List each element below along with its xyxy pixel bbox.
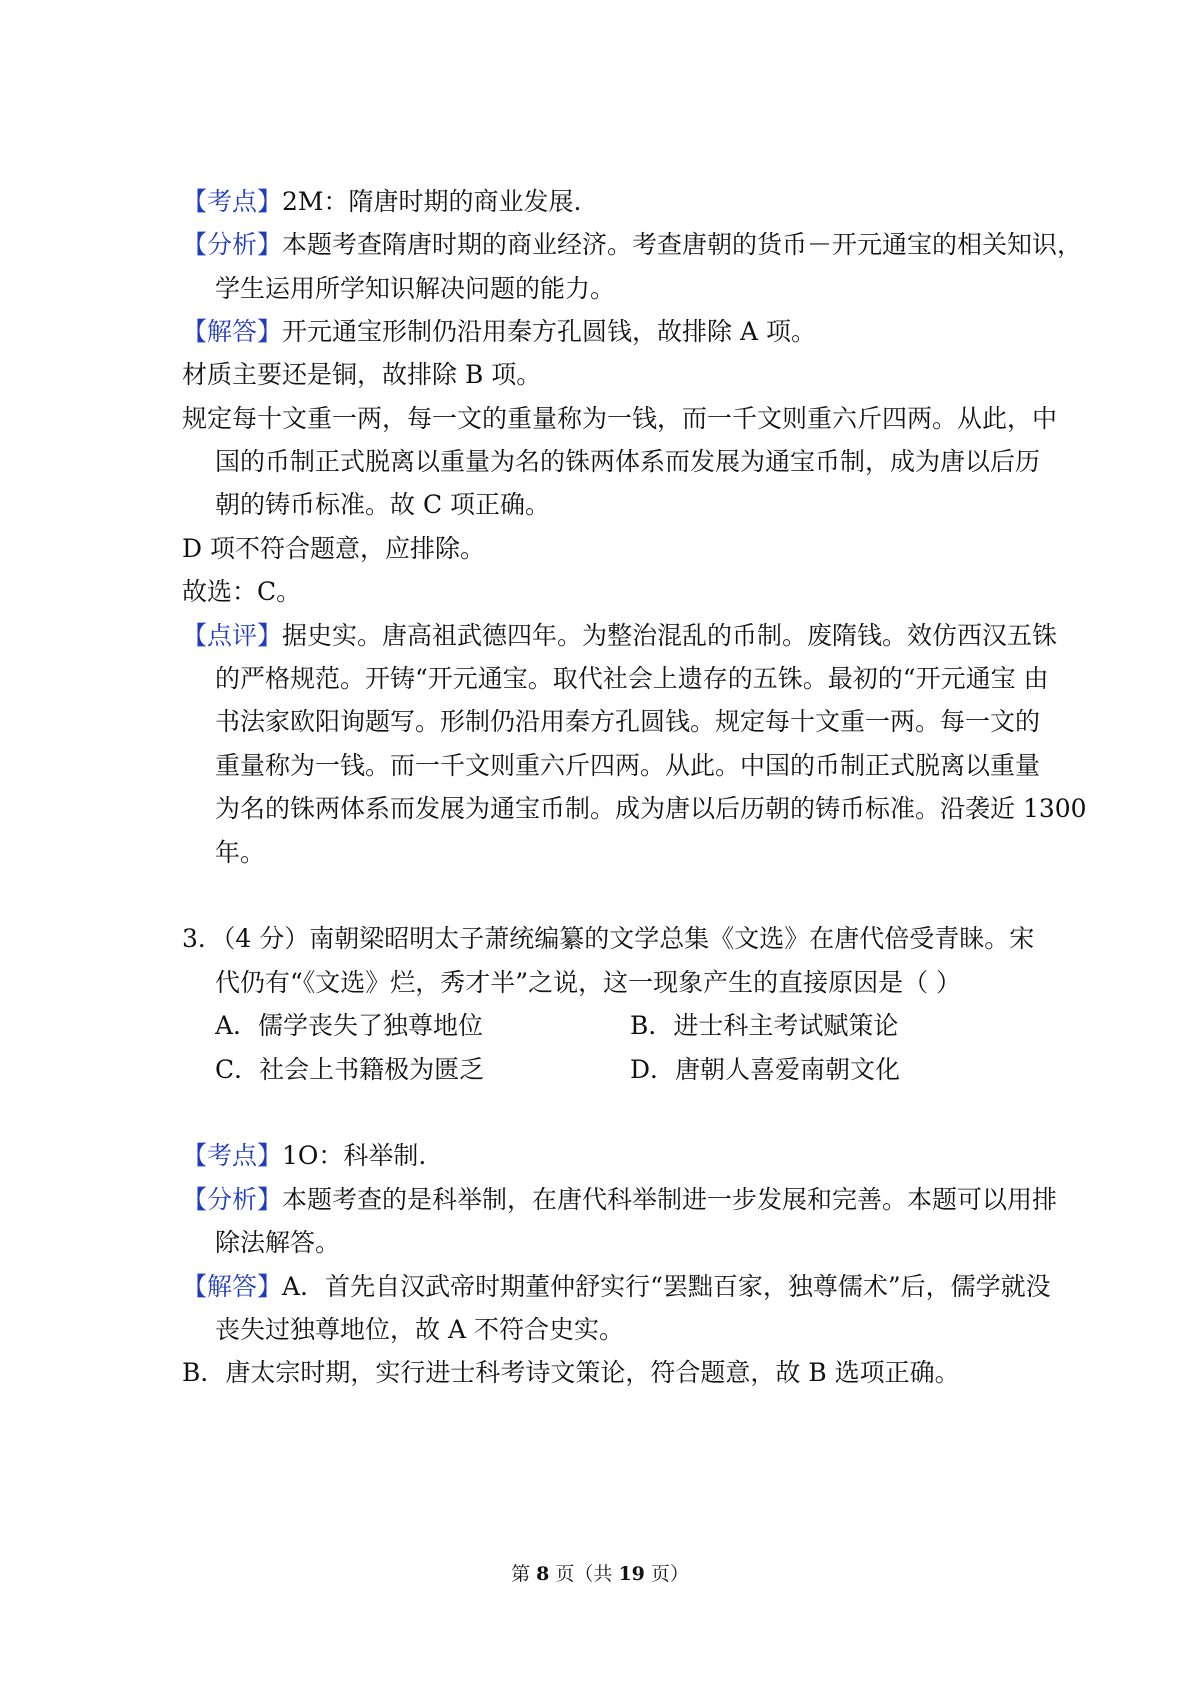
option-c: C．社会上书籍极为匮乏: [215, 1055, 485, 1084]
fenxi-text-1: 本题考查隋唐时期的商业经济。考查唐朝的货币－开元通宝的相关知识，: [282, 230, 1083, 259]
footer-middle: 页（共: [549, 1563, 619, 1585]
jieda-line-1: [182, 316, 1032, 348]
page-total: 19: [618, 1563, 645, 1585]
answer-line-d: D 项不符合题意，应排除。: [182, 534, 485, 563]
jieda-text: 开元通宝形制仍沿用秦方孔圆钱，故排除 A 项。: [282, 317, 816, 346]
kaodian-tag-2: 【考点】: [182, 1141, 283, 1170]
fenxi-line-1: [182, 229, 1083, 261]
jieda2-text-2: 丧失过独尊地位，故 A 不符合史实。: [215, 1315, 624, 1344]
kaodian-line-2: [182, 1140, 1032, 1172]
fenxi2-text-1: 本题考查的是科举制，在唐代科举制进一步发展和完善。本题可以用排: [282, 1185, 1058, 1214]
answer-line-c-1: 规定每十文重一两，每一文的重量称为一钱，而一千文则重六斤四两。从此，中: [182, 404, 1058, 433]
fenxi-tag-2: 【分析】: [182, 1185, 283, 1214]
kaodian-text: 2M：隋唐时期的商业发展.: [282, 187, 582, 216]
answer-line-c-2: 国的币制正式脱离以重量为名的铢两体系而发展为通宝币制，成为唐以后历: [215, 447, 1041, 476]
fenxi-line-2: [182, 1184, 1058, 1216]
dianping-text-5: 为名的铢两体系而发展为通宝币制。成为唐以后历朝的铸币标准。沿袭近 1300: [215, 794, 1087, 823]
footer-suffix: 页）: [644, 1563, 689, 1585]
question-stem-1: 3．（4 分）南朝梁昭明太子萧统编纂的文学总集《文选》在唐代倍受青睐。宋: [182, 924, 1035, 953]
jieda-tag: 【解答】: [182, 317, 283, 346]
answer2-line-b: B．唐太宗时期，实行进士科考诗文策论，符合题意，故 B 选项正确。: [182, 1358, 960, 1387]
page-footer: [0, 1562, 1200, 1586]
answer-line-b: 材质主要还是铜，故排除 B 项。: [182, 360, 542, 389]
dianping-line-1: [182, 620, 1058, 652]
dianping-tag: 【点评】: [182, 621, 283, 650]
final-answer: 故选：C。: [182, 577, 302, 606]
fenxi-tag: 【分析】: [182, 230, 283, 259]
jieda2-text-1: A．首先自汉武帝时期董仲舒实行“罢黜百家，独尊儒术”后，儒学就没: [282, 1272, 1051, 1301]
kaodian-tag: 【考点】: [182, 187, 283, 216]
dianping-text-1: 据史实。唐高祖武德四年。为整治混乱的币制。废隋钱。效仿西汉五铢: [282, 621, 1058, 650]
kaodian-line-1: [182, 186, 1032, 218]
option-d: D．唐朝人喜爱南朝文化: [630, 1055, 901, 1084]
option-a: A．儒学丧失了独尊地位: [215, 1011, 484, 1040]
jieda-tag-2: 【解答】: [182, 1272, 283, 1301]
kaodian-text-2: 1O：科举制.: [282, 1141, 427, 1170]
dianping-text-3: 书法家欧阳询题写。形制仍沿用秦方孔圆钱。规定每十文重一两。每一文的: [215, 707, 1041, 736]
fenxi-text-2: 学生运用所学知识解决问题的能力。: [215, 274, 616, 303]
fenxi2-text-2: 除法解答。: [215, 1228, 341, 1257]
footer-prefix: 第: [511, 1563, 537, 1585]
answer-line-c-3: 朝的铸币标准。故 C 项正确。: [215, 490, 551, 519]
page-number: 8: [536, 1563, 550, 1585]
dianping-text-2: 的严格规范。开铸“开元通宝。取代社会上遗存的五铢。最初的“开元通宝 由: [215, 664, 1049, 693]
dianping-text-6: 年。: [215, 838, 266, 867]
jieda-line-2: [182, 1271, 1051, 1303]
dianping-text-4: 重量称为一钱。而一千文则重六斤四两。从此。中国的币制正式脱离以重量: [215, 751, 1041, 780]
question-stem-2: 代仍有“《文选》烂，秀才半”之说，这一现象产生的直接原因是（ ）: [215, 968, 962, 997]
option-b: B．进士科主考试赋策论: [630, 1011, 899, 1040]
